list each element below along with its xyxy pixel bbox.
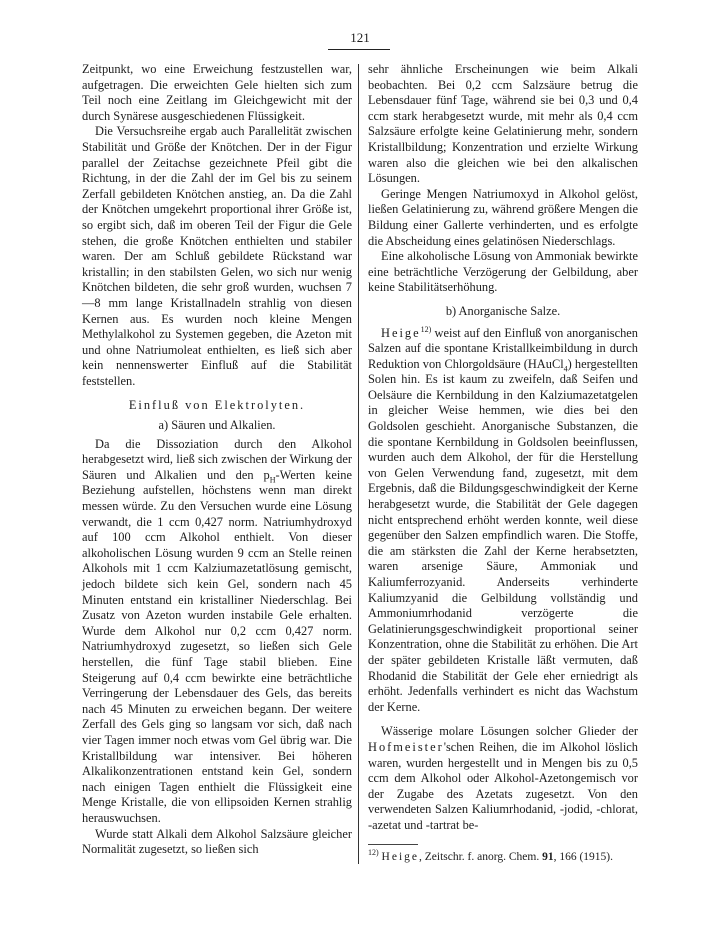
paragraph-text: Wässerige molare Lösungen solcher Glieder der [381, 724, 638, 739]
footnote [368, 847, 638, 864]
paragraph: Wurde statt Alkali dem Alkohol Salzsäure gleicher Normalität zugesetzt, so ließen sich [82, 826, 352, 857]
paragraph: sehr ähnliche Erscheinungen wie beim Alkali beobachten. Bei 0,2 ccm Salzsäure betrug die Lebensdauer fünf Tage, während sie bei 0,3 und 0,4 ccm stark herabgesetzt wurde, mit mehr als 0,4 ccm Salzsäure erfolgte keine Gelatinierung mehr, sondern Kristallbildung; Konzentration und erzielte Wirkung waren also die gleichen wie bei den alkalischen Lösungen. [368, 62, 638, 186]
column-divider [358, 64, 359, 864]
footnote-text: , Zeitschr. f. anorg. Chem. [419, 850, 543, 863]
page-number: 121 [350, 30, 370, 45]
paragraph-text: 'schen Reihen, die im Alkohol löslich waren, wurden hergestellt und in Mengen bis zu 0,5 ccm dem Alkohol oder Alkohol-Azetongemisch vor der Zugabe des Azetats zugesetzt. Von den verwendeten Salzen Kaliumrhodanid, -jodid, -chlorat, -azetat und -tartrat be- [368, 739, 638, 832]
footnote-text: , 166 (1915). [553, 850, 614, 863]
paragraph [368, 326, 638, 716]
author-name: Hofmeister [368, 739, 444, 754]
paragraph-text: Da die Dissoziation durch den Alkohol herabgesetzt wird, ließ sich zwischen der Wirkung der Säuren und Alkalien und den p [82, 436, 352, 482]
subsection-heading: a) Säuren und Alkalien. [158, 418, 276, 433]
subscript: H [269, 475, 276, 485]
header-rule [328, 49, 390, 50]
author-name: Heige [381, 325, 421, 340]
footnote-author: Heige [381, 850, 420, 863]
section-heading: Einfluß von Elektrolyten. [128, 398, 306, 413]
footnote-number: 12) [368, 847, 379, 857]
paragraph: Geringe Mengen Natriumoxyd in Alkohol gelöst, ließen Gelatinierung zu, während größere Mengen die Bildung einer Gallerte verhinderten, und es erfolgte die Abscheidung eines gelatinösen Niederschlags. [368, 186, 638, 248]
paragraph-text: ) hergestellten Solen hin. Es ist kaum zu zweifeln, daß Seifen und Oelsäure die Kernbildung in den Kalziumazetatgelen in gleicher Weise hemmen, wie dies bei den Goldsolen geschieht. Anorganische Substanzen, die die spontane Kernbildung in Goldsolen beeinflussen, wurden auch dem Alkohol, der für die Herstellung von Gelen Verwendung fand, zugesetzt, mit dem Ergebnis, daß die Bildungsgeschwindigkeit der Kerne herabgesetzt wurde, die Stabilität der Gele dagegen nicht entsprechend erhöht werden konnte, weil diese gegenüber den Salzen empfindlich waren. Die Stoffe, die am stärksten die Zahl der Kerne herabsetzten, waren arsenige Säure, Ammoniak und Kaliumferrozyanid. Anderseits verhinderte Kaliumzyanid die Gelbildung vollständig und Ammoniumrhodanid verzögerte die Gelatinierungsgeschwindigkeit proportional seiner Konzentration, ohne die Stabilität zu erhöhen. Die Art der später gebildeten Kristalle läßt vermuten, daß Rhodanid die Stabilität der Gele eher erniedrigt als erhöht. Jedenfalls verhindert es nicht das Wachstum der Kerne. [368, 356, 638, 714]
paragraph-text: weist auf den Einfluß von anorganischen Salzen auf die spontane Kristallkeimbildung in durch Reduktion von Chlorgoldsäure (HAuCl [368, 325, 638, 371]
paragraph: Die Versuchsreihe ergab auch Parallelität zwischen Stabilität und Größe der Knötchen. Der in der Figur parallel der Zeitachse gezeichnete Pfeil gibt die Richtung, in der die Zahl der im Gel bis zu seinem Zerfall gebildeten Knötchen anstieg, an. Da die Zahl der Knötchen umgekehrt proportional ihrer Größe ist, so ergibt sich, daß im oberen Teil der Figur die Gele stehen, die große Knötchen enthielten und stabiler waren. Der am Schluß gebildete Rückstand war kristallin; in den stabilsten Gelen, wo sich nur wenig Knötchen bildeten, die sehr groß wurden, wuchsen 7—8 mm lange Kristallnadeln strahlig von diesen Kernen aus. Es wurden noch kleine Mengen Methylalkohol zu Systemen gegeben, die Azeton mit und ohne Natriumoleat enthielten, es ließ sich aber kein nennenswerter Einfluß auf die Stabilität feststellen. [82, 124, 352, 388]
paragraph: Zeitpunkt, wo eine Erweichung festzustellen war, aufgetragen. Die erweichten Gele hielten sich zum Teil noch eine Zeitlang im Gleichgewicht mit der durch Synärese ausgeschiedenen Flüssigkeit. [82, 62, 352, 123]
left-column [82, 62, 352, 858]
paragraph [368, 724, 638, 833]
right-column [368, 62, 638, 864]
footnote-volume: 91 [542, 850, 554, 863]
paragraph-text: -Werten keine Beziehung aufstellen, höchstens wenn man direkt messen würde. Zu den Versuchen wurde eine Lösung verwandt, die 1 ccm 0,427 norm. Natriumhydroxyd auf 100 ccm Alkohol enthielt. Von dieser alkoholischen Lösung wurden 9 ccm an Stelle reinen Alkohols mit 1 ccm Kalziumazetatlösung gemischt, jedoch bildete sich kein Gel, sondern nach 45 Minuten entstand ein kristalliner Niederschlag. Bei Zusatz von Azeton wurden instabile Gele erhalten. Wurde dem Alkohol nur 0,2 ccm 0,427 norm. Natriumhydroxyd zugesetzt, so ließen sich Gele herstellen, die fünf Tage stabil blieben. Eine Steigerung auf 0,4 ccm bewirkte eine beträchtliche Verringerung der Lebensdauer des Gels, das bereits nach 45 Minuten zu erweichen begann. Der weitere Zerfall des Gels ging so langsam vor sich, daß nach vier Tagen immer noch etwas vom Gel übrig war. Die Kristallbildung war intensiver. Bei höheren Alkalikonzentrationen entstand kein Gel, sondern nach einigen Tagen enthielt die Flüssigkeit eine Menge Kristalle, die von ellipsoiden Kernen strahlig herauswuchsen. [82, 467, 352, 825]
footnote-reference: 12) [420, 324, 432, 334]
subsection-heading: b) Anorganische Salze. [445, 303, 561, 318]
paragraph: Eine alkoholische Lösung von Ammoniak bewirkte eine beträchtliche Verzögerung der Gelbildung, aber keine Stabilitätserhöhung. [368, 249, 638, 295]
paragraph [82, 437, 352, 827]
paragraph-gap [368, 715, 638, 724]
footnote-rule [368, 844, 418, 845]
subscript: 4 [563, 364, 568, 374]
